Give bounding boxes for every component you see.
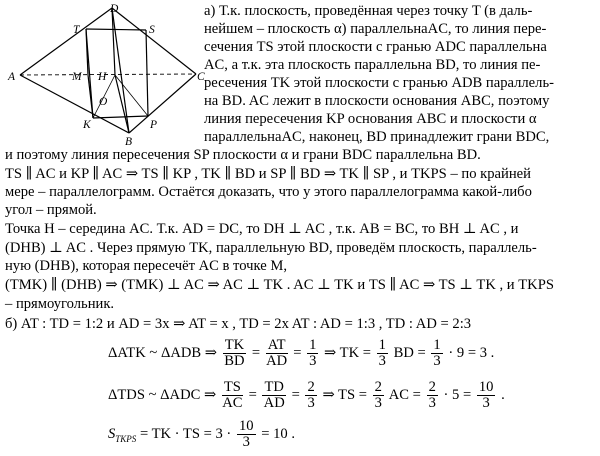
text-line-11: мере – параллелограмм. Остаётся доказать, что у этого параллелограмма какой-либо [5, 184, 532, 200]
f3-mid: = TK · TS = 3 · [139, 425, 232, 442]
label-k: K [83, 119, 91, 131]
f2-frac6-den: 3 [482, 395, 490, 411]
f2-frac3-num: 2 [307, 379, 315, 395]
f2-mid2: AC = [388, 386, 421, 403]
text-line-7: линия пересечения KP основания ABC и плоскости α [204, 111, 537, 127]
label-m: M [72, 71, 82, 83]
f1-frac5-num: 1 [433, 337, 441, 353]
text-line-9: и поэтому линия пересечения SP плоскости α и грани BDC параллельна BD. [5, 147, 481, 163]
f3-tail: = 10 . [261, 425, 295, 442]
f1-frac3-den: 3 [309, 353, 317, 369]
f2-frac4-num: 2 [374, 379, 382, 395]
f1-frac3-num: 1 [309, 337, 317, 353]
f3-lhs: S [108, 425, 116, 442]
text-line-18: б) AT : TD = 1:2 и AD = 3x ⇒ AT = x , TD = 2x AT : AD = 1:3 , TD : AD = 2:3 [5, 316, 472, 332]
f1-frac1-den: BD [224, 353, 245, 369]
f3-sub: TKPS [115, 433, 137, 444]
formula-similar-atk-adb: ΔATK ~ ΔADB ⇒ $\frac{TK}{BD}$ = $\frac{AT}{AD}$ = $\frac{1}{3}$ ⇒ TK = $\frac{1}{3}$ BD = $\frac{1}{3}$ · 9 = 3 . [108, 337, 495, 369]
text-line-6: на BD. AC лежит в плоскости основания ABC, поэтому [204, 93, 550, 109]
f2-frac1-num: TS [223, 379, 241, 395]
f1-frac5-den: 3 [433, 353, 441, 369]
text-line-17: – прямоугольник. [5, 296, 115, 312]
f1-frac4-num: 1 [378, 337, 386, 353]
f1-mid2: BD = [393, 344, 426, 361]
f2-frac3-den: 3 [307, 395, 315, 411]
f3-frac-den: 3 [242, 434, 250, 450]
f3-frac-num: 10 [238, 418, 254, 434]
f1-frac2-num: AT [267, 337, 286, 353]
f1-mid: ⇒ TK = [324, 344, 371, 361]
formula-similar-tds-adc: ΔTDS ~ ΔADC ⇒ $\frac{TS}{AC}$ = $\frac{TD}{AD}$ = $\frac{2}{3}$ ⇒ TS = $\frac{2}{3}$ AC = $\frac{2}{3}$ · 5 = $\frac{10}{3}$ . [108, 379, 505, 411]
pyramid-figure [0, 0, 205, 160]
text-line-16: (TMK) ∥ (DHB) ⇒ (TMK) ⊥ AC ⇒ AC ⊥ TK . AC ⊥ TK и TS ∥ AC ⇒ TS ⊥ TK , и TKPS [5, 277, 554, 293]
f1-tail: · 9 = 3 . [448, 344, 495, 361]
label-a: A [8, 71, 16, 83]
label-t: T [73, 24, 80, 36]
text-line-5: ресечения TK этой плоскости с гранью ADB параллель- [204, 75, 554, 91]
f1-frac2-den: AD [266, 353, 288, 369]
label-s: S [149, 24, 155, 36]
text-line-3: сечения TS этой плоскости с гранью ADC параллельна [204, 39, 547, 55]
f1-frac1-num: TK [224, 337, 245, 353]
f2-frac5-num: 2 [428, 379, 436, 395]
text-line-15: ную (DHB), которая пересечёт AC в точке M, [5, 258, 287, 274]
f2-frac4-den: 3 [374, 395, 382, 411]
f2-mid: ⇒ TS = [322, 386, 367, 403]
f2-lhs: ΔTDS ~ ΔADC ⇒ [108, 386, 217, 403]
f2-frac1-den: AC [222, 395, 243, 411]
f2-frac5-den: 3 [428, 395, 436, 411]
f2-frac2-num: TD [264, 379, 284, 395]
text-line-1: а) Т.к. плоскость, проведённая через точку T (в даль- [204, 3, 533, 19]
label-c: C [197, 71, 205, 83]
f2-tail: · 5 = [443, 386, 472, 403]
label-d: D [110, 3, 119, 15]
label-o: O [99, 96, 108, 108]
label-h: H [98, 71, 107, 83]
f2-frac2-den: AD [263, 395, 285, 411]
f1-frac4-den: 3 [378, 353, 386, 369]
f1-lhs: ΔATK ~ ΔADB ⇒ [108, 344, 218, 361]
text-line-4: AC, а т.к. эта плоскость параллельна BD, то линия пе- [204, 57, 541, 73]
formula-area-tkps [108, 419, 295, 450]
label-p: P [150, 119, 158, 131]
text-line-14: (DHB) ⊥ AC . Через прямую TK, параллельную BD, проведём плоскость, параллель- [5, 240, 537, 256]
f2-end: . [501, 386, 505, 403]
text-line-8: параллельнаAC, наконец, BD принадлежит грани BDC, [204, 129, 550, 145]
text-line-10: TS ∥ AC и KP ∥ AC ⇒ TS ∥ KP , TK ∥ BD и SP ∥ BD ⇒ TK ∥ SP , и TKPS – по крайней [5, 166, 531, 182]
label-b: B [125, 136, 133, 148]
text-line-2: нейшем – плоскость α) параллельнаAC, то линия пере- [204, 21, 547, 37]
text-line-12: угол – прямой. [5, 202, 97, 218]
text-line-13: Точка H – середина AC. Т.к. AD = DC, то DH ⊥ AC , т.к. AB = BC, то BH ⊥ AC , и [5, 221, 519, 237]
f2-frac6-num: 10 [478, 379, 494, 395]
